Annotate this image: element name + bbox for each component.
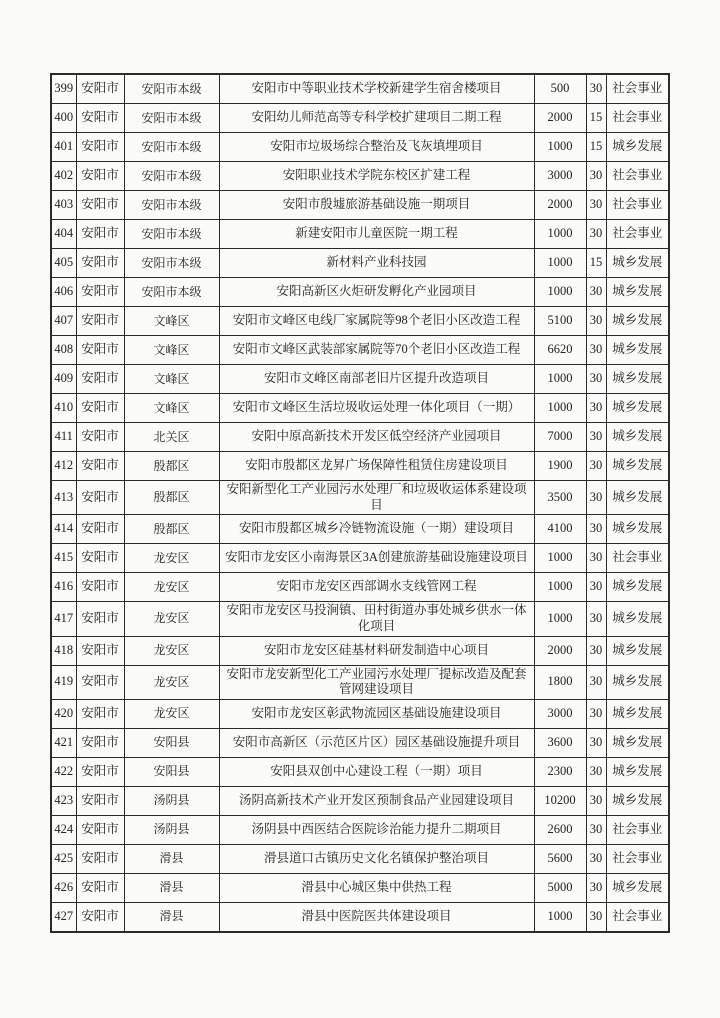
cell-category: 城乡发展	[606, 394, 669, 423]
cell-district: 文峰区	[124, 307, 219, 336]
cell-index: 422	[51, 757, 76, 786]
cell-amount: 5100	[534, 307, 586, 336]
cell-category: 社会事业	[606, 162, 669, 191]
cell-district: 安阳市本级	[124, 74, 219, 104]
cell-index: 423	[51, 786, 76, 815]
cell-project: 汤阴高新技术产业开发区预制食品产业园建设项目	[219, 786, 534, 815]
cell-category: 城乡发展	[606, 365, 669, 394]
cell-project: 安阳市龙安区硅基材料研发制造中心项目	[219, 636, 534, 665]
table-row	[51, 423, 669, 452]
cell-district: 殷都区	[124, 515, 219, 544]
cell-percent: 15	[586, 104, 606, 133]
cell-percent: 30	[586, 365, 606, 394]
cell-percent: 30	[586, 307, 606, 336]
cell-project: 新材料产业科技园	[219, 249, 534, 278]
cell-city: 安阳市	[76, 191, 124, 220]
cell-project: 安阳市文峰区武装部家属院等70个老旧小区改造工程	[219, 336, 534, 365]
cell-district: 安阳市本级	[124, 162, 219, 191]
table-row	[51, 191, 669, 220]
cell-amount: 4100	[534, 515, 586, 544]
cell-district: 文峰区	[124, 336, 219, 365]
table-row	[51, 336, 669, 365]
cell-category: 社会事业	[606, 220, 669, 249]
cell-district: 安阳市本级	[124, 278, 219, 307]
cell-percent: 30	[586, 452, 606, 481]
cell-index: 410	[51, 394, 76, 423]
cell-index: 409	[51, 365, 76, 394]
cell-project: 汤阴县中西医结合医院诊治能力提升二期项目	[219, 815, 534, 844]
cell-category: 城乡发展	[606, 515, 669, 544]
cell-percent: 30	[586, 162, 606, 191]
cell-amount: 5600	[534, 844, 586, 873]
projects-table-body	[51, 74, 669, 932]
table-row	[51, 249, 669, 278]
cell-district: 龙安区	[124, 602, 219, 636]
cell-percent: 30	[586, 602, 606, 636]
table-row	[51, 515, 669, 544]
projects-table	[50, 73, 670, 933]
cell-amount: 3500	[534, 481, 586, 515]
cell-index: 424	[51, 815, 76, 844]
cell-percent: 30	[586, 873, 606, 902]
table-row	[51, 162, 669, 191]
cell-city: 安阳市	[76, 728, 124, 757]
cell-category: 城乡发展	[606, 307, 669, 336]
cell-category: 城乡发展	[606, 452, 669, 481]
table-row	[51, 699, 669, 728]
cell-project: 安阳高新区火炬研发孵化产业园项目	[219, 278, 534, 307]
cell-amount: 7000	[534, 423, 586, 452]
cell-category: 城乡发展	[606, 728, 669, 757]
cell-project: 安阳市文峰区生活垃圾收运处理一体化项目（一期）	[219, 394, 534, 423]
cell-percent: 30	[586, 544, 606, 573]
cell-index: 427	[51, 902, 76, 932]
table-row	[51, 74, 669, 104]
cell-city: 安阳市	[76, 452, 124, 481]
cell-district: 龙安区	[124, 573, 219, 602]
cell-city: 安阳市	[76, 394, 124, 423]
cell-district: 北关区	[124, 423, 219, 452]
cell-city: 安阳市	[76, 423, 124, 452]
table-row	[51, 307, 669, 336]
cell-percent: 30	[586, 220, 606, 249]
cell-district: 滑县	[124, 844, 219, 873]
cell-city: 安阳市	[76, 307, 124, 336]
table-row	[51, 636, 669, 665]
cell-amount: 500	[534, 74, 586, 104]
cell-project: 安阳市龙安区小南海景区3A创建旅游基础设施建设项目	[219, 544, 534, 573]
cell-project: 安阳市中等职业技术学校新建学生宿舍楼项目	[219, 74, 534, 104]
cell-city: 安阳市	[76, 278, 124, 307]
cell-amount: 2600	[534, 815, 586, 844]
cell-category: 城乡发展	[606, 636, 669, 665]
cell-category: 社会事业	[606, 104, 669, 133]
table-row	[51, 815, 669, 844]
cell-city: 安阳市	[76, 844, 124, 873]
cell-project: 滑县中医院医共体建设项目	[219, 902, 534, 932]
cell-index: 406	[51, 278, 76, 307]
cell-project: 安阳市文峰区电线厂家属院等98个老旧小区改造工程	[219, 307, 534, 336]
cell-index: 421	[51, 728, 76, 757]
cell-category: 城乡发展	[606, 873, 669, 902]
cell-district: 滑县	[124, 902, 219, 932]
cell-district: 安阳市本级	[124, 133, 219, 162]
cell-amount: 1900	[534, 452, 586, 481]
cell-index: 412	[51, 452, 76, 481]
cell-city: 安阳市	[76, 665, 124, 699]
table-row	[51, 481, 669, 515]
cell-index: 419	[51, 665, 76, 699]
cell-city: 安阳市	[76, 544, 124, 573]
cell-percent: 30	[586, 757, 606, 786]
cell-category: 城乡发展	[606, 699, 669, 728]
cell-amount: 1000	[534, 278, 586, 307]
cell-index: 401	[51, 133, 76, 162]
cell-category: 城乡发展	[606, 786, 669, 815]
cell-city: 安阳市	[76, 815, 124, 844]
cell-city: 安阳市	[76, 365, 124, 394]
cell-percent: 30	[586, 636, 606, 665]
cell-percent: 30	[586, 515, 606, 544]
table-row	[51, 665, 669, 699]
cell-project: 安阳市龙安新型化工产业园污水处理厂提标改造及配套管网建设项目	[219, 665, 534, 699]
cell-index: 426	[51, 873, 76, 902]
cell-amount: 1000	[534, 573, 586, 602]
cell-amount: 1800	[534, 665, 586, 699]
cell-district: 文峰区	[124, 394, 219, 423]
cell-district: 龙安区	[124, 699, 219, 728]
cell-index: 418	[51, 636, 76, 665]
cell-city: 安阳市	[76, 220, 124, 249]
cell-city: 安阳市	[76, 873, 124, 902]
cell-city: 安阳市	[76, 573, 124, 602]
table-row	[51, 133, 669, 162]
cell-index: 420	[51, 699, 76, 728]
cell-project: 安阳县双创中心建设工程（一期）项目	[219, 757, 534, 786]
table-row	[51, 873, 669, 902]
cell-amount: 1000	[534, 902, 586, 932]
cell-index: 425	[51, 844, 76, 873]
cell-project: 安阳市殷墟旅游基础设施一期项目	[219, 191, 534, 220]
cell-city: 安阳市	[76, 786, 124, 815]
table-row	[51, 544, 669, 573]
cell-amount: 2000	[534, 104, 586, 133]
cell-category: 城乡发展	[606, 665, 669, 699]
cell-project: 新建安阳市儿童医院一期工程	[219, 220, 534, 249]
cell-city: 安阳市	[76, 133, 124, 162]
cell-category: 社会事业	[606, 844, 669, 873]
cell-index: 405	[51, 249, 76, 278]
cell-project: 安阳职业技术学院东校区扩建工程	[219, 162, 534, 191]
cell-project: 安阳新型化工产业园污水处理厂和垃圾收运体系建设项目	[219, 481, 534, 515]
cell-project: 安阳市龙安区彰武物流园区基础设施建设项目	[219, 699, 534, 728]
cell-amount: 2000	[534, 191, 586, 220]
cell-percent: 30	[586, 481, 606, 515]
cell-city: 安阳市	[76, 602, 124, 636]
cell-percent: 30	[586, 573, 606, 602]
table-row	[51, 902, 669, 932]
cell-percent: 30	[586, 815, 606, 844]
cell-project: 安阳市文峰区南部老旧片区提升改造项目	[219, 365, 534, 394]
cell-district: 滑县	[124, 873, 219, 902]
cell-category: 城乡发展	[606, 757, 669, 786]
cell-percent: 30	[586, 844, 606, 873]
cell-category: 城乡发展	[606, 423, 669, 452]
cell-project: 安阳市垃圾场综合整治及飞灰填埋项目	[219, 133, 534, 162]
cell-city: 安阳市	[76, 336, 124, 365]
cell-district: 安阳县	[124, 728, 219, 757]
cell-amount: 1000	[534, 133, 586, 162]
cell-city: 安阳市	[76, 757, 124, 786]
table-row	[51, 602, 669, 636]
table-row	[51, 220, 669, 249]
cell-category: 城乡发展	[606, 602, 669, 636]
cell-project: 安阳幼儿师范高等专科学校扩建项目二期工程	[219, 104, 534, 133]
cell-district: 龙安区	[124, 636, 219, 665]
cell-project: 安阳市龙安区马投涧镇、田村街道办事处城乡供水一体化项目	[219, 602, 534, 636]
cell-index: 417	[51, 602, 76, 636]
cell-city: 安阳市	[76, 699, 124, 728]
cell-project: 安阳市殷都区龙昇广场保障性租赁住房建设项目	[219, 452, 534, 481]
cell-district: 安阳市本级	[124, 220, 219, 249]
cell-percent: 30	[586, 699, 606, 728]
cell-index: 415	[51, 544, 76, 573]
cell-index: 407	[51, 307, 76, 336]
cell-project: 安阳市高新区（示范区片区）园区基础设施提升项目	[219, 728, 534, 757]
cell-percent: 30	[586, 728, 606, 757]
cell-project: 滑县中心城区集中供热工程	[219, 873, 534, 902]
cell-category: 城乡发展	[606, 336, 669, 365]
cell-district: 殷都区	[124, 481, 219, 515]
cell-amount: 1000	[534, 602, 586, 636]
cell-percent: 15	[586, 249, 606, 278]
cell-district: 龙安区	[124, 665, 219, 699]
cell-category: 社会事业	[606, 191, 669, 220]
cell-category: 城乡发展	[606, 133, 669, 162]
table-row	[51, 278, 669, 307]
table-row	[51, 365, 669, 394]
cell-percent: 15	[586, 133, 606, 162]
cell-index: 399	[51, 74, 76, 104]
cell-category: 社会事业	[606, 902, 669, 932]
cell-district: 安阳县	[124, 757, 219, 786]
cell-percent: 30	[586, 74, 606, 104]
cell-district: 汤阴县	[124, 786, 219, 815]
cell-city: 安阳市	[76, 249, 124, 278]
cell-city: 安阳市	[76, 515, 124, 544]
cell-amount: 3600	[534, 728, 586, 757]
cell-amount: 3000	[534, 162, 586, 191]
cell-index: 402	[51, 162, 76, 191]
cell-percent: 30	[586, 665, 606, 699]
cell-district: 汤阴县	[124, 815, 219, 844]
cell-amount: 1000	[534, 249, 586, 278]
cell-amount: 6620	[534, 336, 586, 365]
cell-city: 安阳市	[76, 74, 124, 104]
cell-city: 安阳市	[76, 104, 124, 133]
table-row	[51, 757, 669, 786]
cell-project: 安阳中原高新技术开发区低空经济产业园项目	[219, 423, 534, 452]
cell-category: 社会事业	[606, 74, 669, 104]
cell-index: 413	[51, 481, 76, 515]
cell-city: 安阳市	[76, 481, 124, 515]
cell-amount: 2300	[534, 757, 586, 786]
cell-index: 403	[51, 191, 76, 220]
cell-district: 龙安区	[124, 544, 219, 573]
cell-percent: 30	[586, 191, 606, 220]
cell-amount: 10200	[534, 786, 586, 815]
cell-district: 文峰区	[124, 365, 219, 394]
table-row	[51, 452, 669, 481]
cell-amount: 1000	[534, 365, 586, 394]
cell-district: 安阳市本级	[124, 249, 219, 278]
cell-percent: 30	[586, 336, 606, 365]
cell-amount: 1000	[534, 544, 586, 573]
cell-project: 滑县道口古镇历史文化名镇保护整治项目	[219, 844, 534, 873]
cell-percent: 30	[586, 786, 606, 815]
cell-project: 安阳市龙安区西部调水支线管网工程	[219, 573, 534, 602]
cell-percent: 30	[586, 394, 606, 423]
cell-percent: 30	[586, 902, 606, 932]
cell-amount: 3000	[534, 699, 586, 728]
cell-index: 416	[51, 573, 76, 602]
cell-category: 城乡发展	[606, 573, 669, 602]
cell-city: 安阳市	[76, 636, 124, 665]
cell-percent: 30	[586, 278, 606, 307]
cell-index: 404	[51, 220, 76, 249]
cell-district: 安阳市本级	[124, 191, 219, 220]
table-row	[51, 728, 669, 757]
cell-category: 社会事业	[606, 815, 669, 844]
cell-amount: 5000	[534, 873, 586, 902]
cell-category: 城乡发展	[606, 249, 669, 278]
cell-city: 安阳市	[76, 162, 124, 191]
cell-amount: 2000	[534, 636, 586, 665]
cell-category: 社会事业	[606, 544, 669, 573]
cell-district: 殷都区	[124, 452, 219, 481]
cell-amount: 1000	[534, 220, 586, 249]
cell-percent: 30	[586, 423, 606, 452]
cell-district: 安阳市本级	[124, 104, 219, 133]
table-row	[51, 104, 669, 133]
table-row	[51, 844, 669, 873]
cell-index: 400	[51, 104, 76, 133]
table-row	[51, 394, 669, 423]
cell-category: 城乡发展	[606, 481, 669, 515]
table-row	[51, 573, 669, 602]
cell-index: 408	[51, 336, 76, 365]
cell-index: 414	[51, 515, 76, 544]
cell-city: 安阳市	[76, 902, 124, 932]
cell-amount: 1000	[534, 394, 586, 423]
cell-category: 城乡发展	[606, 278, 669, 307]
cell-index: 411	[51, 423, 76, 452]
table-row	[51, 786, 669, 815]
cell-project: 安阳市殷都区城乡冷链物流设施（一期）建设项目	[219, 515, 534, 544]
